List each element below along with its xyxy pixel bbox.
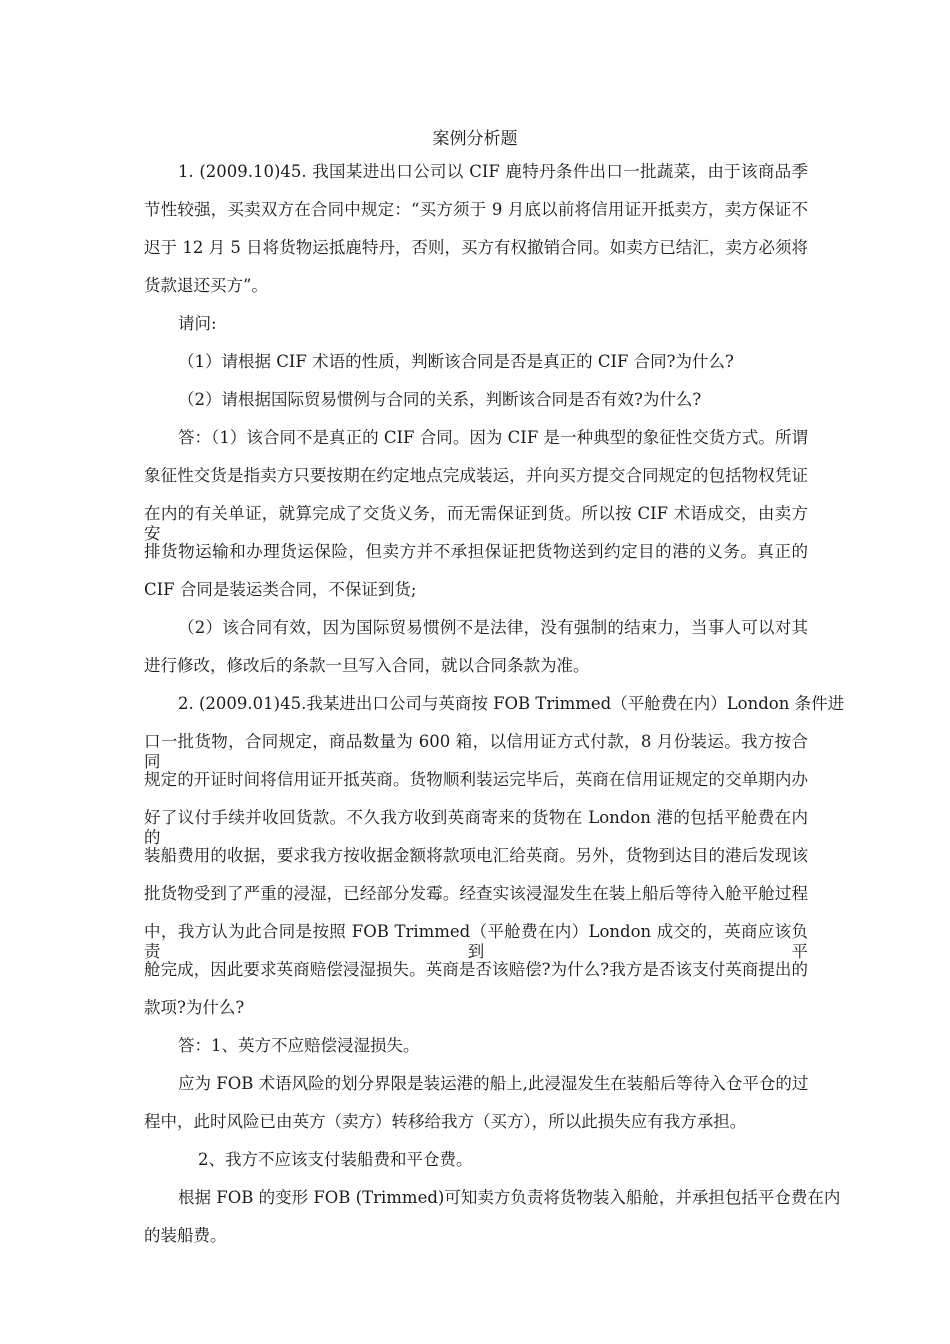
- answer-line: 排货物运输和办理货运保险，但卖方并不承担保证把货物送到约定目的港的义务。真正的: [144, 542, 808, 561]
- document-title: 案例分析题: [432, 129, 518, 149]
- answer-line: 在内的有关单证，就算完成了交货义务，而无需保证到货。所以按 CIF 术语成交，由卖方安: [144, 504, 808, 543]
- question-line: （1）请根据 CIF 术语的性质，判断该合同是否是真正的 CIF 合同?为什么?: [178, 352, 734, 371]
- paragraph-line: 装船费用的收据，要求我方按收据金额将款项电汇给英商。另外，货物到达目的港后发现该: [144, 846, 808, 865]
- answer-line: 答：1、英方不应赔偿浸湿损失。: [178, 1036, 420, 1055]
- paragraph-line: 迟于 12 月 5 日将货物运抵鹿特丹，否则，买方有权撤销合同。如卖方已结汇，卖方必须将: [144, 238, 808, 257]
- paragraph-line: 口一批货物，合同规定，商品数量为 600 箱，以信用证方式付款，8 月份装运。我方按合同: [144, 732, 808, 771]
- paragraph-line: 中，我方认为此合同是按照 FOB Trimmed（平舱费在内）London 成交的，英商应该负责到平: [144, 922, 808, 961]
- answer-line: CIF 合同是装运类合同，不保证到货;: [144, 580, 417, 599]
- paragraph-line: 请问:: [178, 314, 217, 333]
- answer-line: （2）该合同有效，因为国际贸易惯例不是法律，没有强制的结束力，当事人可以对其: [178, 618, 808, 637]
- paragraph-line: 1. (2009.10)45. 我国某进出口公司以 CIF 鹿特丹条件出口一批蔬菜，由于该商品季: [178, 162, 808, 181]
- paragraph-line: 货款退还买方”。: [144, 276, 268, 295]
- question-line: （2）请根据国际贸易惯例与合同的关系，判断该合同是否有效?为什么?: [178, 390, 702, 409]
- paragraph-line: 舱完成，因此要求英商赔偿浸湿损失。英商是否该赔偿?为什么?我方是否该支付英商提出的: [144, 960, 808, 979]
- paragraph-line: 批货物受到了严重的浸湿，已经部分发霉。经查实该浸湿发生在装上船后等待入舱平舱过程: [144, 884, 808, 903]
- paragraph-line: 2. (2009.01)45.我某进出口公司与英商按 FOB Trimmed（平舱费在内）London 条件进: [178, 694, 845, 713]
- answer-line: 根据 FOB 的变形 FOB (Trimmed)可知卖方负责将货物装入船舱，并承担包括平仓费在内: [178, 1188, 841, 1207]
- answer-line: 2、我方不应该支付装船费和平仓费。: [198, 1150, 473, 1169]
- answer-line: 进行修改，修改后的条款一旦写入合同，就以合同条款为准。: [144, 656, 590, 675]
- answer-line: 应为 FOB 术语风险的划分界限是装运港的船上,此浸湿发生在装船后等待入仓平仓的过: [178, 1074, 809, 1093]
- answer-line: 的装船费。: [144, 1226, 227, 1245]
- paragraph-line: 款项?为什么?: [144, 998, 245, 1017]
- paragraph-line: 规定的开证时间将信用证开抵英商。货物顺利装运完毕后，英商在信用证规定的交单期内办: [144, 770, 808, 789]
- paragraph-line: 好了议付手续并收回货款。不久我方收到英商寄来的货物在 London 港的包括平舱费在内的: [144, 808, 808, 847]
- answer-line: 程中，此时风险已由英方（卖方）转移给我方（买方），所以此损失应有我方承担。: [144, 1112, 747, 1131]
- answer-line: 答：（1）该合同不是真正的 CIF 合同。因为 CIF 是一种典型的象征性交货方式。所谓: [178, 428, 808, 447]
- answer-line: 象征性交货是指卖方只要按期在约定地点完成装运，并向买方提交合同规定的包括物权凭证: [144, 466, 808, 485]
- paragraph-line: 节性较强，买卖双方在合同中规定：“买方须于 9 月底以前将信用证开抵卖方，卖方保证不: [144, 200, 808, 219]
